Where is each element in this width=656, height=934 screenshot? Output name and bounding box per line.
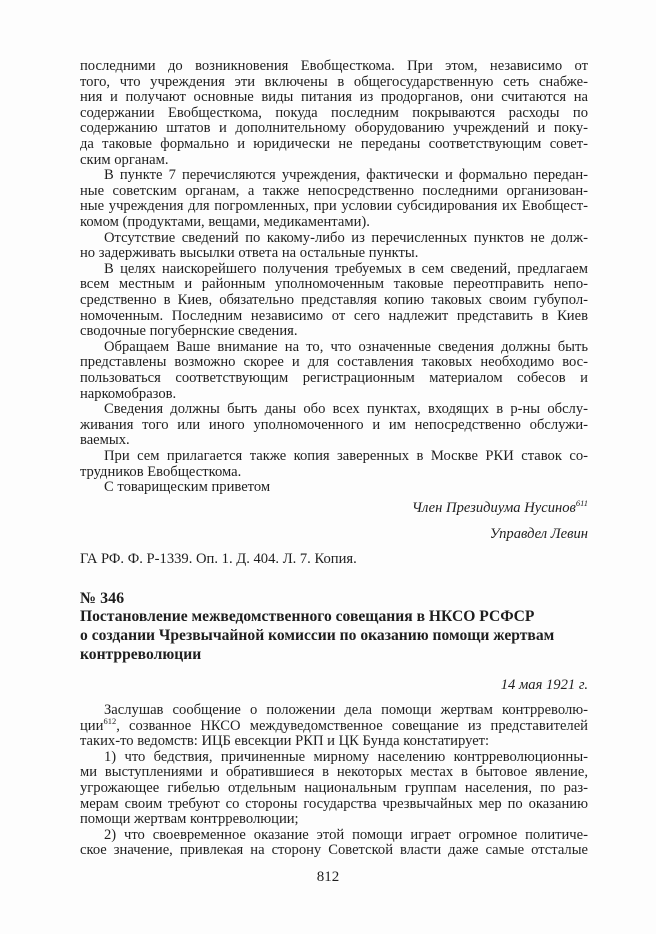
text-line: живания того или иного уполномоченного и им непосредственно обслужи-	[80, 416, 588, 433]
text-line: наркомобразов.	[80, 385, 177, 402]
text-line: таких-то ведомств: ИЦБ евсекции РКП и ЦК Бунда констатирует:	[80, 733, 490, 750]
footnote-marker[interactable]: 612	[103, 715, 117, 726]
text-line: пользоваться соответствующим регистрационным материалом собесов и	[80, 370, 588, 386]
text-line: С товарищеским приветом	[104, 479, 271, 496]
text-fragment: ции	[80, 717, 104, 734]
text-line: номоченным. Последним независимо от сего надлежит представить в Киев	[80, 307, 588, 324]
text-line: содержанию штатов и дополнительному оборудованию учреждений и поку-	[80, 120, 588, 137]
text-line: мерам своим требуют со стороны государства чрезвычайных мер по оказанию	[80, 795, 588, 812]
document-title-line-1: Постановление межведомственного совещания в НКСО РСФСР	[80, 608, 535, 625]
text-line: ния и получают основные виды питания из продорганов, они считаются на	[80, 89, 588, 106]
text-line: трудников Евобщесткома.	[80, 463, 242, 480]
text-line: ским органам.	[80, 151, 169, 168]
text-line: но задерживать высылки ответа на остальные пункты.	[80, 245, 419, 262]
text-line: всем местным и районным уполномоченным таковые переотправить непо-	[80, 276, 588, 293]
text-line: представлены возможно скорее и для составления таковых необходимо вос-	[80, 354, 588, 371]
archive-reference: ГА РФ. Ф. Р-1339. Оп. 1. Д. 404. Л. 7. Копия.	[80, 551, 357, 567]
text-line: 1) что бедствия, причиненные мирному населению контрреволюционны-	[104, 748, 588, 765]
text-line: сводочные погубернские сведения.	[80, 323, 298, 340]
document-title-line-2: о создании Чрезвычайной комиссии по оказанию помощи жертвам	[80, 627, 555, 644]
text-line: комом (продуктами, вещами, медикаментами).	[80, 214, 370, 230]
text-fragment: , созванное НКСО междуведомственное совещание из представителей	[116, 717, 588, 734]
text-line	[80, 715, 588, 735]
text-line: Обращаем Ваше внимание на то, что означенные сведения должны быть	[104, 338, 588, 355]
text-line: Сведения должны быть даны обо всех пунктах, входящих в р-ны обслу-	[104, 401, 588, 418]
document-title-line-3: контрреволюции	[80, 646, 202, 663]
text-line: ми выступлениями и обратившиеся в некоторых местах в бытовое явление,	[80, 764, 588, 781]
text-line: да таковые формально и юридически не переданы соответствующим совет-	[80, 136, 588, 152]
document-number: № 346	[80, 590, 125, 607]
text-line: средственно в Киев, обязательно представляя копию таковых своим губупол-	[80, 292, 588, 308]
text-line: В пункте 7 перечисляются учреждения, фактически и формально передан-	[104, 167, 588, 184]
text-line: того, что учреждения эти включены в общегосударственную сеть снабже-	[80, 73, 588, 90]
signature-text: Член Президиума Нусинов	[411, 500, 576, 516]
text-line: Заслушав сообщение о положении дела помощи жертвам контрреволю-	[104, 702, 588, 718]
signature-presidium-member	[412, 500, 588, 517]
text-line: помощи жертвам контрреволюции;	[80, 811, 299, 828]
text-line: В целях наискорейшего получения требуемых в сем сведений, предлагаем	[104, 260, 588, 277]
text-line: ваемых.	[80, 432, 130, 449]
text-line: Отсутствие сведений по какому-либо из перечисленных пунктов не долж-	[104, 229, 588, 246]
page-number: 812	[316, 869, 340, 885]
footnote-marker[interactable]: 611	[575, 498, 588, 508]
text-line: ское значение, привлекая на сторону Советской власти даже самые отсталые	[80, 842, 588, 859]
text-line: ные советским органам, а также непосредственно последними организован-	[80, 182, 588, 199]
text-line: последними до возникновения Евобщесткома. При этом, независимо от	[80, 58, 588, 74]
text-line: При сем прилагается также копия заверенных в Москве РКИ ставок со-	[104, 448, 588, 464]
signature-office-manager: Управдел Левин	[489, 526, 588, 542]
document-date: 14 мая 1921 г.	[500, 677, 588, 693]
text-line: ные учреждения для погромленных, при условии субсидирования их Евобщест-	[80, 198, 588, 215]
text-line: содержании Евобщесткома, покуда последним покрываются расходы по	[80, 104, 588, 121]
text-line: угрожающее гибелью отдельным национальным группам населения, по раз-	[80, 780, 588, 796]
text-line: 2) что своевременное оказание этой помощи играет огромное политиче-	[104, 826, 588, 843]
